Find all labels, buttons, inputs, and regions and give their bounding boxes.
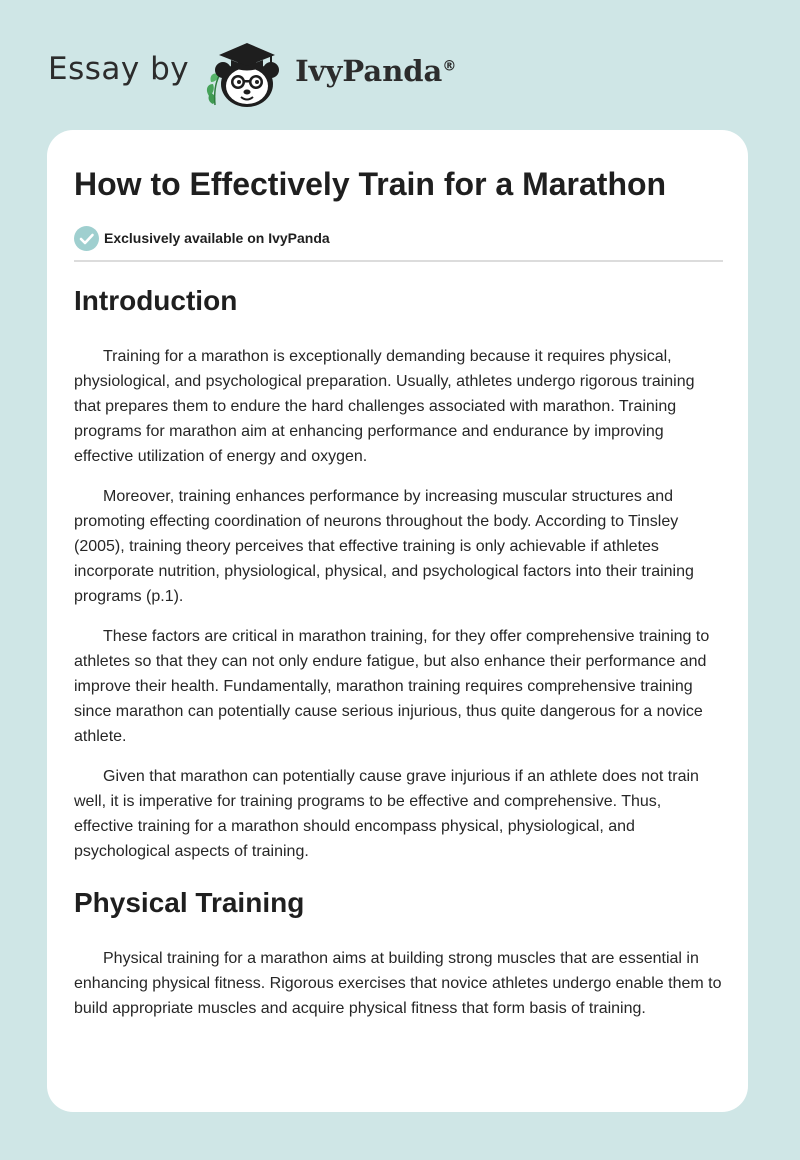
section-heading-introduction: Introduction [74, 285, 238, 316]
page-title: How to Effectively Train for a Marathon [74, 166, 667, 202]
divider [74, 260, 723, 262]
paragraph: Training for a marathon is exceptionally demanding because it requires physical, physiological, and psychological preparation. Usually, athletes undergo rigorous training that prepares them to endure the hard challenges associated with marathon. Training programs for marathon aim at enhancing performance and endurance by improving effective utilization of energy and oxygen. [74, 348, 695, 465]
registered-mark: ® [442, 58, 457, 75]
brand-name[interactable]: IvyPanda® [295, 54, 457, 88]
panda-logo-icon[interactable] [201, 34, 293, 110]
exclusive-label: Exclusively available on IvyPanda [104, 230, 330, 246]
section-heading-physical-training: Physical Training [74, 887, 305, 918]
exclusive-badge [74, 225, 722, 251]
brand-header [48, 34, 456, 110]
paragraph: Given that marathon can potentially cause grave injurious if an athlete does not train well, it is imperative for training programs to be effective and comprehensive. Thus, effective training for a marathon should encompass physical, physiological, and psychological aspects of training. [74, 768, 699, 860]
essay-card [47, 130, 748, 1112]
paragraph: Moreover, training enhances performance by increasing muscular structures and promoting effecting coordination of neurons throughout the body. According to Tinsley (2005), training theory perceives that effective training is only achievable if athletes incorporate nutrition, physiological, physical, and psychological factors into their training programs (p.1). [74, 488, 694, 605]
brand-prefix: Essay by [48, 51, 190, 87]
paragraph: Physical training for a marathon aims at building strong muscles that are essential in enhancing physical fitness. Rigorous exercises that novice athletes undergo enable them to build appropriate muscles and acquire physical fitness that form basis of training. [74, 950, 722, 1017]
check-circle-icon [74, 226, 99, 251]
paragraph: These factors are critical in marathon training, for they offer comprehensive training to athletes so that they can not only endure fatigue, but also enhance their performance and improve their health. Fundamentally, marathon training requires comprehensive training since marathon can potentially cause serious injurious, thus quite dangerous for a novice athlete. [74, 628, 710, 745]
